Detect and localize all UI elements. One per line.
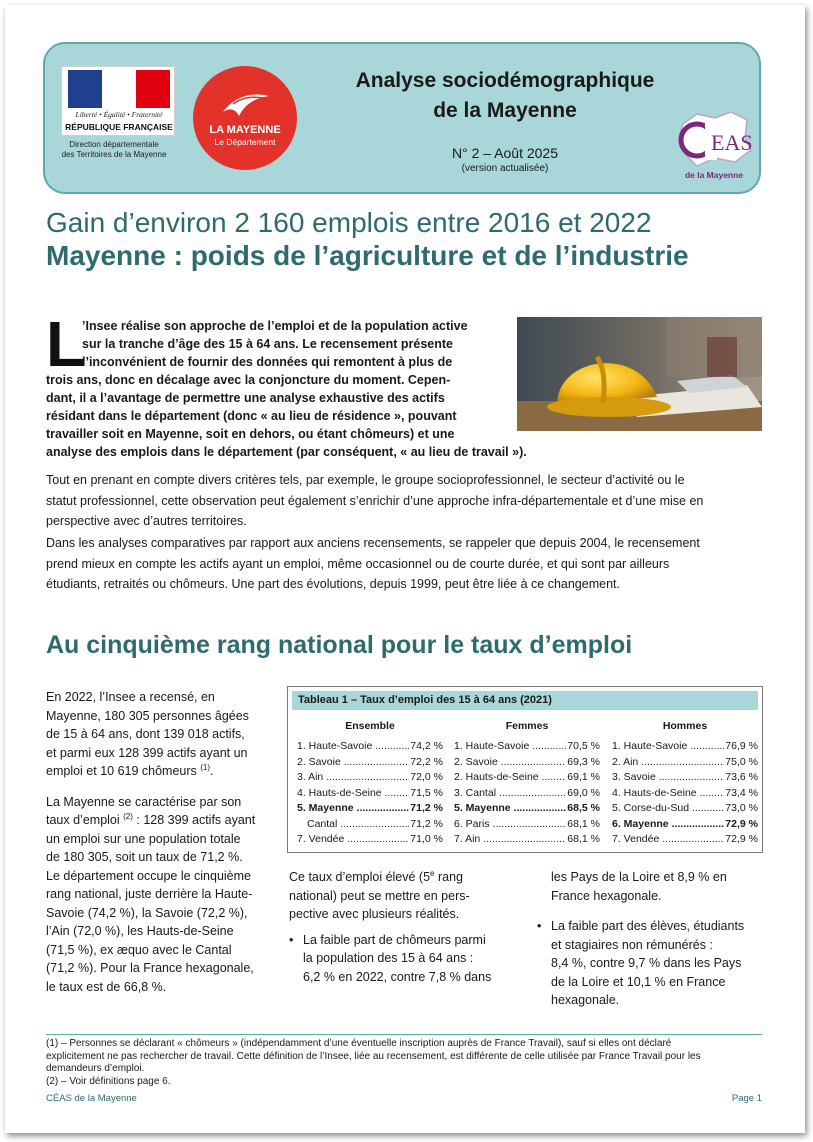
hard-hat-photo: [517, 317, 762, 431]
intro-line: analyse des emplois dans le département (par conséquent, « au lieu de travail »).: [46, 445, 527, 459]
line-text: emploi et 10 619 chômeurs: [46, 764, 197, 778]
row-label: 2. Hauts-de-Seine .....: [454, 770, 566, 786]
footnote-line: explicitement ne pas rechercher de travail. Cette définition de l’Insee, liée au recensement, est différente de celle utilisée par France Travail pour les: [46, 1050, 701, 1062]
row-label: 1. Haute-Savoie .....: [297, 739, 409, 755]
intro-paragraph: [46, 317, 506, 425]
tricolor-flag-icon: [68, 70, 170, 108]
footnote-line: demandeurs d’emploi.: [46, 1063, 145, 1074]
table-row: [454, 832, 600, 848]
footnote-divider: [46, 1034, 762, 1035]
row-label: 4. Hauts-de-Seine .....: [297, 786, 409, 802]
table-row: [612, 770, 758, 786]
row-value: 76,9 %: [725, 740, 758, 752]
line-text: Ce taux d’emploi élevé (5: [289, 870, 431, 884]
left-column: [46, 688, 272, 1008]
issue-number: N° 2 – Août 2025: [451, 145, 558, 161]
footnote-line: (2) – Voir définitions page 6.: [46, 1075, 171, 1087]
rf-name: RÉPUBLIQUE FRANÇAISE: [65, 122, 173, 132]
table-row: [612, 786, 758, 802]
row-value: 73,0 %: [725, 802, 758, 814]
footnotes: [46, 1038, 762, 1088]
row-label: 4. Hauts-de-Seine .....: [612, 786, 724, 802]
column-header: Hommes: [662, 720, 708, 732]
paragraph-comparisons: [46, 533, 762, 595]
paragraph-line: Mayenne, 180 305 personnes âgées: [46, 708, 249, 723]
row-value: 71,0 %: [410, 833, 443, 845]
column-header: Ensemble: [345, 720, 395, 732]
table-row: [612, 801, 758, 817]
row-label: 2. Ain .....: [612, 755, 724, 771]
rf-direction-line: des Territoires de la Mayenne: [61, 150, 167, 159]
paragraph-line: Dans les analyses comparatives par rapport aux anciens recensements, se rappeler que depuis 2004, le recensement: [46, 536, 700, 550]
paragraph-criteria: [46, 470, 762, 532]
table-row: [454, 770, 600, 786]
row-label: 3. Savoie .....: [612, 770, 724, 786]
left-paragraph: [46, 793, 272, 997]
paragraph-line: [289, 868, 515, 887]
row-value: 70,5 %: [567, 740, 600, 752]
ceas-logo: [675, 110, 755, 186]
rf-motto: Liberté • Égalité • Fraternité: [75, 110, 163, 119]
row-value: 68,5 %: [567, 802, 600, 814]
row-value: 69,0 %: [567, 786, 600, 799]
intro-line: travailler soit en Mayenne, soit en dehors, ou étant chômeurs) et une: [46, 427, 455, 441]
paragraph-line: France hexagonale.: [551, 888, 662, 903]
left-paragraph: [46, 688, 272, 781]
table-title: Tableau 1 – Taux d’emploi des 15 à 64 ans (2021): [292, 691, 758, 710]
row-label: 5. Mayenne .....: [297, 801, 409, 817]
table-row: [297, 786, 443, 802]
paragraph-line: Tout en prenant en compte divers critères tels, par exemple, le groupe socioprofessionnel, le secteur d’activité ou le: [46, 473, 685, 487]
intro-line: résidant dans le département (donc « au lieu de résidence », pouvant: [46, 409, 457, 423]
drop-cap: L: [46, 308, 86, 380]
table-column-ensemble: [297, 717, 443, 848]
bullet-item: [289, 931, 515, 987]
ceas-logo-text: de la Mayenne: [684, 170, 744, 180]
table-row-highlight: [612, 817, 758, 833]
mayenne-logo-subtitle: Le Département: [214, 137, 276, 147]
mayenne-logo-title: LA MAYENNE: [209, 124, 281, 136]
paragraph-line: statut professionnel, cette observation peut également s’enrichir d’une approche infra-départementale et d’une mise en: [46, 493, 704, 508]
row-label: 3. Cantal .....: [454, 786, 566, 802]
right-column-2: [537, 868, 763, 1010]
paragraph-line: 8,4 %, contre 9,7 % dans les Pays: [551, 956, 742, 970]
paragraph-line: rang national, juste derrière la Haute-: [46, 887, 253, 901]
paragraph-line: de 15 à 64 ans, dont 139 018 actifs,: [46, 727, 245, 741]
paragraph-line: la population des 15 à 64 ans :: [303, 951, 474, 965]
table-row: [297, 832, 443, 848]
row-value: 73,4 %: [725, 786, 758, 799]
row-label: 6. Mayenne .....: [612, 817, 724, 833]
publication-title: [345, 66, 665, 126]
ordinal-suffix: e: [430, 869, 435, 878]
bullet-continuation: [537, 868, 763, 905]
paragraph-line: national) peut se mettre en pers-: [289, 888, 470, 903]
row-label: 2. Savoie .....: [454, 755, 566, 771]
table-row: [454, 786, 600, 802]
paragraph-line: le taux est de 66,8 %.: [46, 979, 167, 994]
row-label: 5. Mayenne .....: [454, 801, 566, 817]
article-title: Gain d’environ 2 160 emplois entre 2016 et 2022: [46, 207, 652, 238]
publication-title-line: Analyse sociodémographique: [355, 69, 655, 92]
paragraph-line: La Mayenne se caractérise par son: [46, 794, 242, 809]
header-banner: [43, 42, 761, 194]
intro-line: l’inconvénient de fournir des données qui remontent à plus de: [82, 355, 453, 369]
row-value: 72,2 %: [410, 755, 443, 768]
rf-direction: [51, 140, 177, 160]
version-note: (version actualisée): [461, 163, 549, 174]
row-value: 73,6 %: [725, 771, 758, 783]
table-row: [297, 739, 443, 755]
paragraph-line: Savoie (74,2 %), la Savoie (72,2 %),: [46, 905, 248, 920]
table-column-hommes: [612, 717, 758, 848]
row-value: 71,5 %: [410, 786, 443, 799]
ceas-map-icon: [675, 110, 755, 170]
line-text: : 128 399 actifs ayant: [132, 813, 256, 827]
row-value: 72,9 %: [725, 833, 758, 845]
paragraph-line: un emploi sur une population totale: [46, 831, 241, 846]
paragraph-line: [46, 762, 272, 781]
employment-rate-table: [287, 686, 763, 853]
footnote-ref: (1): [200, 763, 211, 772]
row-label: 1. Haute-Savoie .....: [612, 739, 724, 755]
paragraph-line: Le département occupe le cinquième: [46, 868, 251, 883]
article-subtitle: Mayenne : poids de l’agriculture et de l’industrie: [46, 240, 689, 271]
svg-text:EAS: EAS: [711, 130, 753, 155]
row-label: 7. Ain .....: [454, 832, 566, 848]
row-label: 3. Ain .....: [297, 770, 409, 786]
page-number: Page 1: [731, 1093, 762, 1104]
republique-francaise-logo: [61, 66, 175, 136]
line-end: .: [210, 764, 214, 778]
footnote-line: (1) – Personnes se déclarant « chômeurs » (indépendamment d’une éventuelle inscription auprès de France Travail), sauf si elles ont déclaré: [46, 1038, 672, 1049]
la-mayenne-logo: [193, 66, 297, 170]
table-row: [297, 755, 443, 771]
row-value: 75,0 %: [725, 755, 758, 768]
paragraph-line: pective avec plusieurs réalités.: [289, 907, 460, 921]
paragraph-line: perspective avec d’autres territoires.: [46, 514, 247, 528]
row-label: 2. Savoie .....: [297, 755, 409, 771]
paragraph-line: de la Loire et 10,1 % en France: [551, 974, 726, 989]
paragraph-line: de 180 305, soit un taux de 71,2 %.: [46, 850, 243, 864]
paragraph-line: • La faible part des élèves, étudiants: [551, 919, 745, 933]
row-value: 72,9 %: [725, 817, 758, 830]
table-row: [612, 832, 758, 848]
paragraph-line: (71,5 %), ex æquo avec le Cantal: [46, 942, 232, 957]
row-label: Cantal .....: [297, 817, 409, 833]
intro-line: sur la tranche d’âge des 15 à 64 ans. Le recensement présente: [82, 337, 454, 351]
intro-line: ’Insee réalise son approche de l’emploi et de la population active: [82, 319, 468, 333]
row-label: 6. Paris .....: [454, 817, 566, 833]
winged-swoosh-icon: [221, 90, 271, 120]
publication-title-line: de la Mayenne: [433, 99, 577, 122]
footer-publisher: CÉAS de la Mayenne: [46, 1093, 137, 1104]
table-row: [612, 739, 758, 755]
row-value: 71,2 %: [410, 817, 443, 830]
row-value: 69,3 %: [567, 755, 600, 768]
rf-direction-line: Direction départementale: [69, 140, 159, 149]
paragraph-line: et parmi eux 128 399 actifs ayant un: [46, 745, 248, 760]
line-text: taux d’emploi: [46, 813, 120, 827]
paragraph-line: • La faible part de chômeurs parmi: [303, 932, 486, 947]
intro-line: trois ans, donc en décalage avec la conjoncture du moment. Cepen-: [46, 373, 451, 387]
table-row-highlight: [454, 801, 600, 817]
row-label: 1. Haute-Savoie .....: [454, 739, 566, 755]
table-row: [297, 770, 443, 786]
section-title: Au cinquième rang national pour le taux d’emploi: [46, 631, 633, 659]
footnote-ref: (2): [123, 812, 133, 821]
table-column-femmes: [454, 717, 600, 848]
table-row: [297, 817, 443, 833]
line-text: rang: [434, 870, 463, 884]
row-value: 68,1 %: [567, 833, 600, 845]
paragraph-line: [46, 811, 272, 830]
right-column-1: [289, 868, 515, 986]
paragraph-line: En 2022, l’Insee a recensé, en: [46, 690, 215, 704]
paragraph-line: étudiants, retraités ou chômeurs. Une part des évolutions, depuis 1999, peut être liée à ce changement.: [46, 577, 620, 591]
table-row-highlight: [297, 801, 443, 817]
paragraph-line: prend mieux en compte les actifs ayant un emploi, même occasionnel ou de courte durée, et qui sont par ailleurs: [46, 556, 670, 571]
row-value: 71,2 %: [410, 802, 443, 814]
table-row: [454, 739, 600, 755]
row-value: 69,1 %: [567, 771, 600, 783]
paragraph-line: 6,2 % en 2022, contre 7,8 % dans: [303, 969, 492, 984]
row-value: 72,0 %: [410, 771, 443, 783]
row-label: 7. Vendée .....: [297, 832, 409, 848]
column-header: Femmes: [505, 720, 549, 732]
paragraph-line: et stagiaires non rémunérés :: [551, 937, 713, 952]
row-value: 68,1 %: [567, 817, 600, 830]
row-value: 74,2 %: [410, 740, 443, 752]
paragraph-line: l’Ain (72,0 %), les Hauts-de-Seine: [46, 924, 234, 938]
intro-line: dant, il a l’avantage de permettre une analyse exhaustive des actifs: [46, 391, 445, 405]
paragraph-line: les Pays de la Loire et 8,9 % en: [551, 870, 727, 884]
table-row: [454, 817, 600, 833]
paragraph-line: hexagonale.: [551, 993, 620, 1007]
row-label: 7. Vendée .....: [612, 832, 724, 848]
bullet-item: [537, 917, 763, 1010]
table-row: [454, 755, 600, 771]
row-label: 5. Corse-du-Sud .....: [612, 801, 724, 817]
paragraph-line: (71,2 %). Pour la France hexagonale,: [46, 961, 254, 975]
table-row: [612, 755, 758, 771]
